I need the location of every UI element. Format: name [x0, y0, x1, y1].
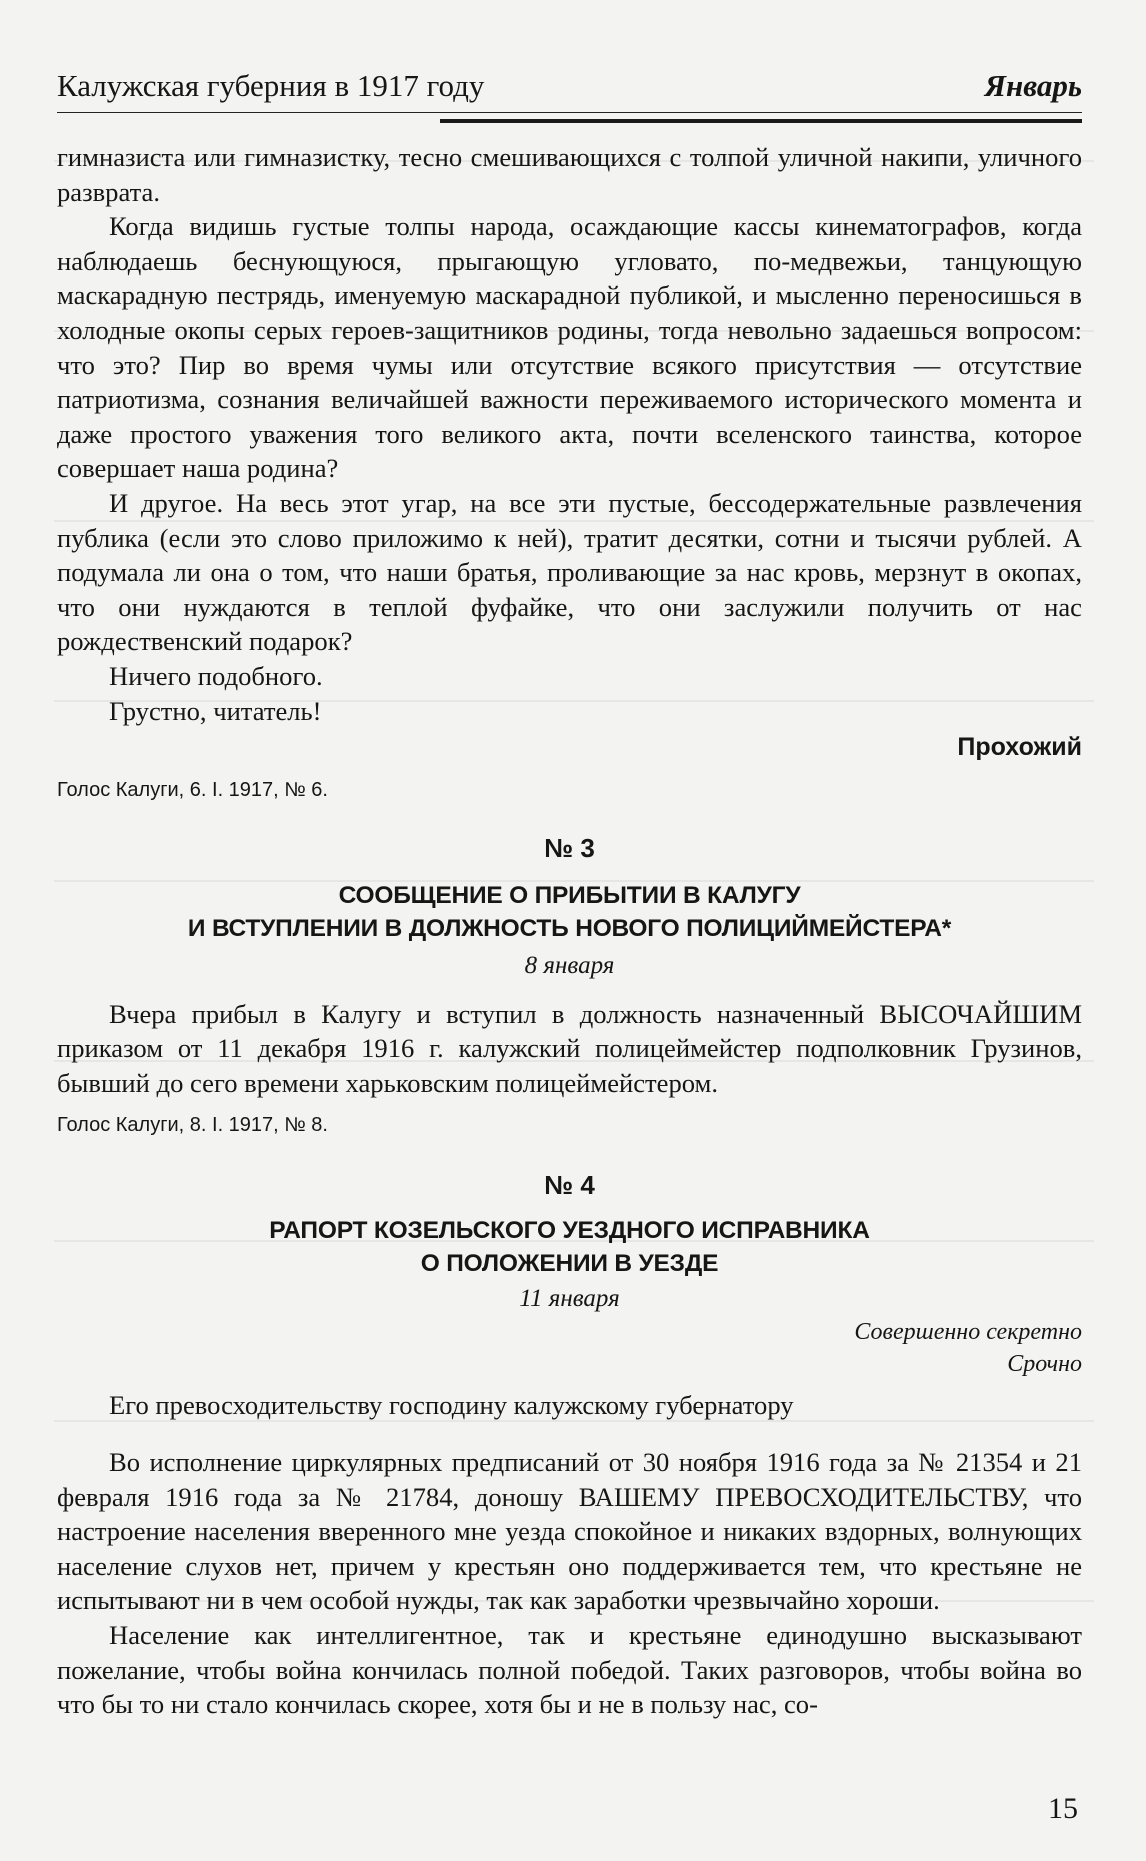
running-header: [57, 68, 1082, 106]
document-title-line: О ПОЛОЖЕНИИ В УЕЗДЕ: [420, 1250, 719, 1278]
document-number: № 4: [544, 1170, 595, 1201]
document-title-line: РАПОРТ КОЗЕЛЬСКОГО УЕЗДНОГО ИСПРАВНИКА: [269, 1217, 870, 1245]
document-date: 8 января: [524, 951, 615, 979]
document-paragraph: Население как интеллигентное, так и крестьяне единодушно высказывают пожелание, чтобы война кончилась полной победой. Таких разговоров, чтобы война во что бы то ни стало кончилась скорее, хотя бы и не в пользу нас, со-: [57, 1620, 1082, 1720]
continuation-paragraph: гимназиста или гимназистку, тесно смешивающихся с толпой уличной накипи, уличного разврата.: [57, 142, 1082, 207]
continuation-paragraph: Ничего подобного.: [109, 660, 323, 691]
header-rule-thin: [57, 112, 1082, 113]
document-title-line: СООБЩЕНИЕ О ПРИБЫТИИ В КАЛУГУ: [338, 881, 801, 909]
document-paragraph: Вчера прибыл в Калугу и вступил в должность назначенный ВЫСОЧАЙШИМ приказом от 11 декабря 1916 г. калужский полицеймейстер подполковник Грузинов, бывший до сего времени харьковским полицеймейстером.: [57, 998, 1082, 1098]
document-title-line: И ВСТУПЛЕНИИ В ДОЛЖНОСТЬ НОВОГО ПОЛИЦИЙМЕЙСТЕРА*: [187, 914, 952, 942]
author-signature: Прохожий: [957, 733, 1082, 762]
page-body: [57, 140, 1082, 1722]
source-citation: Голос Калуги, 6. I. 1917, № 6.: [57, 778, 328, 801]
source-citation: Голос Калуги, 8. I. 1917, № 8.: [57, 1114, 328, 1137]
document-paragraph: Во исполнение циркулярных предписаний от 30 ноября 1916 года за № 21354 и 21 февраля 1916 года за № 21784, доношу ВАШЕМУ ПРЕВОСХОДИТЕЛЬСТВУ, что настроение населения вверенного мне уезда спокойное и никаких вздорных, волнующих население слухов нет, причем у крестьян оно поддерживается тем, что крестьяне не испытывают ни в чем особой нужды, так как заработки чрезвычайно хороши.: [57, 1447, 1082, 1616]
header-rule-thick: [440, 119, 1082, 123]
continuation-paragraph: И другое. На весь этот угар, на все эти пустые, бессодержательные развлечения публика (если это слово приложимо к ней), тратит десятки, сотни и тысячи рублей. А подумала ли она о том, что наши братья, проливающие за нас кровь, мерзнут в окопах, что они нуждаются в теплой фуфайке, что они заслужили получить от нас рождественский подарок?: [57, 487, 1082, 657]
document-number: № 3: [544, 832, 595, 863]
document-date: 11 января: [519, 1285, 620, 1313]
secrecy-mark: Совершенно секретно: [854, 1319, 1082, 1346]
running-title: Калужская губерния в 1917 году: [57, 68, 485, 103]
running-month: Январь: [984, 68, 1082, 103]
urgency-mark: Срочно: [1007, 1351, 1082, 1378]
document-address: Его превосходительству господину калужскому губернатору: [109, 1390, 794, 1421]
page-number: 15: [1048, 1792, 1078, 1825]
continuation-paragraph: Грустно, читатель!: [109, 695, 322, 726]
continuation-paragraph: Когда видишь густые толпы народа, осаждающие кассы кинематографов, когда наблюдаешь беснующуюся, прыгающую угловато, по-медвежьи, танцующую маскарадную пестрядь, именуемую маскарадной публикой, и мысленно переносишься в холодные окопы серых героев-защитников родины, тогда невольно задаешься вопросом: что это? Пир во время чумы или отсутствие всякого присутствия — отсутствие патриотизма, сознания величайшей важности переживаемого исторического момента и даже простого уважения того великого акта, почти вселенского таинства, которое совершает наша родина?: [57, 211, 1082, 484]
